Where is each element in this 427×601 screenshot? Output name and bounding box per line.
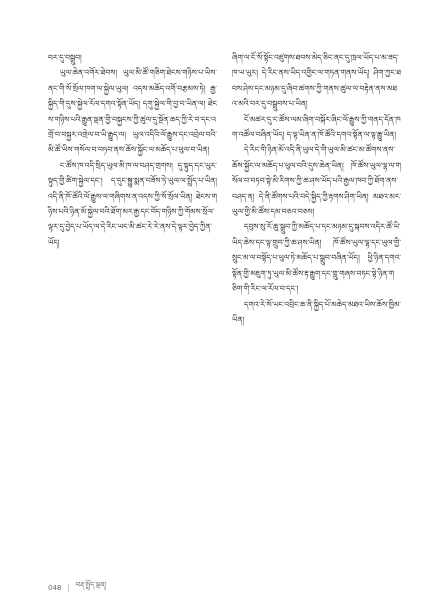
page-number: 048 [48, 583, 62, 592]
footer-separator: | [67, 583, 70, 592]
paragraph: ཞིག་ལ་ངོ་སོ་སྟོང་འཛུགས་ཐབས་མེད་ཅིང་ནང་དུ་ཁྲལ་ཡོད་པ་མ་ཟད་ཁ་ཡ་ཡུར། དེ་རིང་ནས་ཡིད་འགྱིང་ལ་གཏན་གནས་ཡོད། ཤིག་ཀྱང་ཐབས་ཤེས་དང་མཉམ་དུ་ཞིབ་ཚགས་ཀྱི་གནས་ཚུལ་ལ་བརྟེན་ནས་མཐའ་མའི་བར་དུ་བསྒྲུབས་པ་ཡིན། [232, 53, 401, 109]
paragraph: ང་ཚོས་ཁ་འདི་སྲིད་ཡུལ་མི་ཁ་ལ་བཤད་གྲགས། དུ་སྟུད་དང་ཡུར་སྟུད་གྱི་ཚིག་སྐྱེལ་དང་། ད་དུང་སྐྱུ་སྨན་བཟོས་ཏེ་ཡུལ་ལ་སྤྲོད་པ་ཡིན། འདི་ནི་ཁོ་ཚོའི་ལོ་རྒྱུས་ལ་གཞིགས་ན་འདས་ཀྱི་སོ་སྲོལ་ཡིན། ཐེངས་གཉིས་པའི་ཉིན་མོ་སྐྱེལ་བའི་ཐོག་མར་རྒྱ་དང་བོད་གཉིས་ཀྱི་གོམས་སྲོལ་ལྟར་དུ་བྱེད་པ་ཡོད་ལ་དེ་རིང་ཡང་མི་ཚང་རེ་རེ་ནས་དེ་ལྟར་བྱེད་ཀྱིན་ཡོད། [48, 160, 217, 247]
paragraph: དགའ་རེ་སོ་ཡང་འབྲིང་ཆ་ནི་སྐྱིད་པོ་མཆེད་མཐའ་ཡིས་ཆོས་ཁྱིམ་ཡིན། [232, 299, 401, 324]
paragraph: ངོ་མཚར་དུ་ང་ཚོས་ལམ་ཞིག་བསྐོར་ཞིང་ལོ་རྒྱུས་ཀྱི་གནད་དོན་ཁག་འཚོལ་བཞིན་ཡོད། ད་ལྟ་ཡིན་ན་ཁོ་ཚོའི་དགའ་སྟོན་ལ་ལྟ་རྒྱུ་ཡིན། [232, 114, 401, 140]
paragraph: བར་དུ་བསྒྲུབ། [48, 53, 82, 62]
paragraph: དེ་རིང་གི་ཉིན་མོ་འདི་ནི་ཡུལ་དེ་གི་ཡུལ་མི་ཚང་མ་ཚོགས་ནས་ཆོས་སྐྱོང་ལ་མཆོད་པ་ཕུལ་བའི་དུས་ཆེན་ཡིན། ཁོ་ཚོས་ཡུལ་ལྷ་ལ་གསོལ་བ་བཏབ་སྟེ་མི་རིགས་ཀྱི་ཆ་ཤས་ཡོད་པའི་རྒྱལ་ཁབ་ཀྱི་ཐོག་ནས་བཤད་ན། དེ་ནི་ཚོགས་པའི་བདེ་སྐྱིད་ཀྱི་རྟགས་ཤིག་ཡིན། མཐའ་མར་ཡུལ་གྱི་མི་ཚོས་དམ་བཅའ་བཅས། [232, 145, 401, 217]
page-footer [48, 578, 106, 597]
journal-name: བརྡ་སྤྲོད་ལྡན། [75, 581, 107, 589]
paragraph: དབུས་སུ་རོ་ཆུ་སྒྲུབ་ཀྱི་མཆོད་པ་དང་མཉམ་དུ་སྐབས་འདིར་ཚོ་ཡི་ཡིད་ཆེས་དང་ལྟ་གྲུབ་ཀྱི་ཆ་ཤས་ཡིན། ཁོ་ཚོས་ཡུལ་ལྷ་དང་ཡུལ་གྱི་སྲུང་མ་ལ་བསྟོད་པ་ཕུལ་ཏེ་མཆོད་པ་སྒྲུབ་བཞིན་ཡོད། ཕྱི་ཉིན་དགའ་སྟོན་གྱི་མཇུག་ཏུ་ཡུལ་མི་ཚོས་རྟ་རྒྱུག་དང་གླུ་གཞས་བཏང་སྟེ་ཉིན་གཅིག་གི་རིང་ལ་རོལ་བ་དང་། [232, 222, 401, 294]
paragraph: ཡུལ་ཆེན་འགོར་ཐེབས། ཡུལ་མི་ཚོ་གཅིག་ཐེངས་གཉིས་པ་ཡིས་ནང་གི་སོ་སྲོལ་ཁག་ལ་སྐྱེལ་ཡུལ། འདས་མཆོད་འགོ་བརྩམས་ཏེ། རྒྱ་སྐྱིད་གི་དུས་སྐྱེལ་རོལ་དགའ་སྟོན་ཡོད། དགུ་སྐྱེལ་གི་བྱ་བ་ཡིན་ལ། ཐེངས་གཉིས་པའི་རྒྱུན་ལྡན་གྱི་བསྐྱངས་ཀྱི་ཚུལ་དུ་སྔོན་ཆད་ཀྱི་རེ་བ་དང་འགྲོ་བ་བསྐྱར་འགྲེལ་བ་ཡི་རྒྱུད་ལ། ཡུལ་འདིའི་ལོ་རྒྱུས་དང་འབྲེལ་བའི་མི་ཚོ་ཡིས་གསོལ་བ་བཏབ་ནས་ཆོས་སྐྱོང་ལ་མཆོད་པ་ཕུལ་བ་ཡིན། [48, 68, 217, 155]
left-text-column [48, 50, 217, 250]
right-text-column [232, 50, 401, 327]
